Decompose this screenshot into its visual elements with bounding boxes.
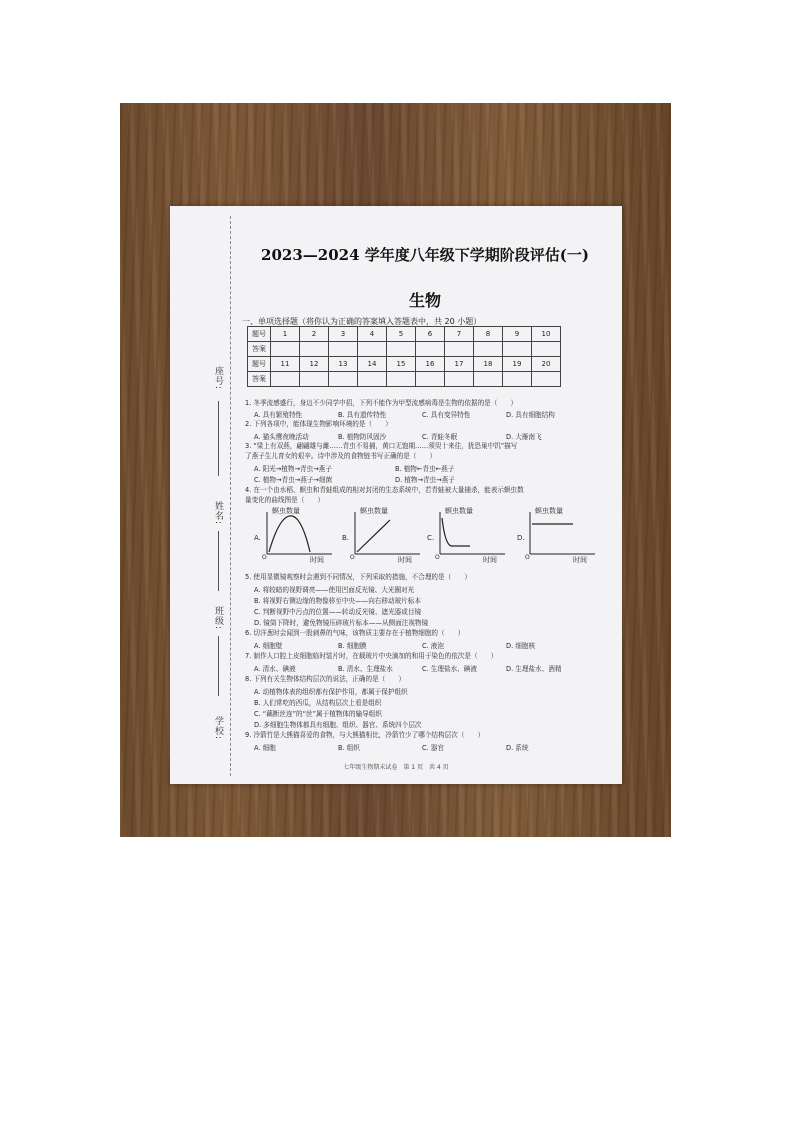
table-header-cell: 答案 [248, 372, 271, 387]
photo-background [120, 103, 671, 837]
graph-ylabel: 螟虫数量 [445, 507, 473, 515]
q3-option-b: B. 植物←青虫←燕子 [395, 465, 455, 473]
q6-option-c: C. 液泡 [422, 642, 444, 650]
answer-cell [329, 342, 358, 357]
q9-option-a: A. 细胞 [254, 744, 276, 752]
answer-cell [358, 342, 387, 357]
question-7: 7. 制作人口腔上皮细胞临时装片时，在载玻片中央滴加的和用于染色的依次是（ ） [245, 652, 498, 660]
answer-cell [329, 372, 358, 387]
exam-paper [170, 206, 622, 784]
q3-option-c: C. 植物→青虫→燕子→细菌 [254, 476, 333, 484]
answer-cell [474, 372, 503, 387]
q7-option-d: D. 生理盐水、酒精 [506, 665, 562, 673]
graph-xlabel: 时间 [483, 556, 497, 564]
answer-cell [474, 342, 503, 357]
graph-a-curve [269, 516, 310, 552]
table-cell: 15 [387, 357, 416, 372]
graph-letter: B. [342, 534, 350, 542]
q4-graph-c [425, 506, 510, 566]
table-cell: 12 [300, 357, 329, 372]
table-cell: 14 [358, 357, 387, 372]
table-cell: 17 [445, 357, 474, 372]
question-6: 6. 切洋葱时会闻到一股刺鼻的气味，该物质主要存在于植物细胞的（ ） [245, 629, 465, 637]
answer-table-row [248, 327, 561, 342]
q8-option-b: B. 人们常吃的西瓜，从结构层次上看是组织 [254, 699, 382, 707]
binding-line [230, 216, 231, 776]
q2-option-a: A. 猫头鹰夜晚活动 [254, 433, 309, 441]
graph-origin: O [435, 554, 440, 561]
q8-option-c: C. “藕断丝连”的“丝”属于植物体的输导组织 [254, 710, 382, 718]
question-4: 4. 在一个由水稻、螟虫和青蛙组成的相对封闭的生态系统中，若青蛙被大量捕杀，能表示螟虫数 [245, 486, 524, 494]
graph-letter: A. [254, 534, 261, 542]
table-cell: 13 [329, 357, 358, 372]
question-4-cont: 量变化的曲线图是（ ） [245, 496, 325, 504]
answer-table [247, 326, 561, 387]
seat-blank [218, 401, 219, 476]
answer-cell [503, 372, 532, 387]
q7-option-c: C. 生理盐水、碘液 [422, 665, 477, 673]
q5-option-c: C. 判断视野中污点的位置——转动反光镜、遮光器或目镜 [254, 608, 422, 616]
answer-cell [271, 372, 300, 387]
table-cell: 4 [358, 327, 387, 342]
table-header-cell: 题号 [248, 357, 271, 372]
table-cell: 5 [387, 327, 416, 342]
q3-option-d: D. 植物→青虫→燕子 [395, 476, 455, 484]
table-cell: 1 [271, 327, 300, 342]
page-footer: 七年级生物期末试卷 第 1 页 共 4 页 [343, 764, 449, 771]
question-2: 2. 下列各项中，能体现生物影响环境的是（ ） [245, 420, 392, 428]
table-header-cell: 答案 [248, 342, 271, 357]
q8-option-a: A. 动植物体表的组织都有保护作用，都属于保护组织 [254, 688, 408, 696]
answer-cell [300, 372, 329, 387]
section-instruction: 一、单项选择题（将你认为正确的答案填入答题表中，共 20 小题） [242, 317, 482, 326]
answer-cell [358, 372, 387, 387]
table-cell: 2 [300, 327, 329, 342]
table-cell: 3 [329, 327, 358, 342]
graph-b-curve [357, 520, 390, 552]
table-cell: 16 [416, 357, 445, 372]
q3-option-a: A. 阳光→植物→青虫→燕子 [254, 465, 332, 473]
graph-origin: O [350, 554, 355, 561]
q1-option-d: D. 具有细胞结构 [506, 411, 555, 419]
table-cell: 18 [474, 357, 503, 372]
graph-origin: O [262, 554, 267, 561]
answer-table-row [248, 372, 561, 387]
exam-subject: 生物 [408, 291, 441, 310]
answer-table-row [248, 342, 561, 357]
graph-ylabel: 螟虫数量 [535, 507, 563, 515]
answer-table-row [248, 357, 561, 372]
table-cell: 11 [271, 357, 300, 372]
answer-cell [416, 342, 445, 357]
answer-cell [532, 342, 561, 357]
question-1: 1. 冬季流感盛行，身边不少同学中招，下列不能作为甲型流感病毒是生物的依据的是（ ） [245, 399, 518, 407]
graph-xlabel: 时间 [398, 556, 412, 564]
q4-graph-a [252, 506, 337, 566]
q6-option-d: D. 细胞核 [506, 642, 536, 650]
q6-option-b: B. 细胞膜 [338, 642, 367, 650]
q2-option-d: D. 大雁南飞 [506, 433, 542, 441]
answer-cell [503, 342, 532, 357]
question-3: 3. “梁上有双燕，翩翩雄与雌……青虫不易捕，黄口无饱期……须臾十来往，犹恐巢中饥”描写 [245, 442, 518, 450]
q2-option-b: B. 植物防风固沙 [338, 433, 387, 441]
q1-option-c: C. 具有变异特性 [422, 411, 471, 419]
q4-graph-d [515, 506, 600, 566]
q5-option-d: D. 镜筒下降时，避免物镜压碎玻片标本——从侧面注视物镜 [254, 619, 429, 627]
answer-cell [416, 372, 445, 387]
q5-option-b: B. 将视野右侧边缘的物像移至中央——向右移动玻片标本 [254, 597, 421, 605]
graph-c-curve [442, 518, 470, 546]
table-cell: 10 [532, 327, 561, 342]
table-header-cell: 题号 [248, 327, 271, 342]
answer-cell [300, 342, 329, 357]
side-label-seat: 座号: [213, 366, 223, 391]
q4-graph-b [340, 506, 425, 566]
table-cell: 19 [503, 357, 532, 372]
graph-origin: O [525, 554, 530, 561]
graph-ylabel: 螟虫数量 [272, 507, 300, 515]
q9-option-c: C. 器官 [422, 744, 444, 752]
table-cell: 9 [503, 327, 532, 342]
question-5: 5. 使用显微镜观察时会遇到不同情况，下列采取的措施，不合理的是（ ） [245, 573, 471, 581]
name-blank [218, 531, 219, 591]
q2-option-c: C. 青蛙冬眠 [422, 433, 458, 441]
q6-option-a: A. 细胞壁 [254, 642, 283, 650]
q1-option-a: A. 具有繁殖特性 [254, 411, 303, 419]
table-cell: 8 [474, 327, 503, 342]
exam-title: 2023—2024 学年度八年级下学期阶段评估(一) [261, 246, 589, 264]
q9-option-d: D. 系统 [506, 744, 529, 752]
graph-ylabel: 螟虫数量 [360, 507, 388, 515]
table-cell: 20 [532, 357, 561, 372]
table-cell: 6 [416, 327, 445, 342]
q7-option-b: B. 清水、生理盐水 [338, 665, 393, 673]
side-label-class: 班级: [213, 606, 223, 631]
answer-cell [387, 342, 416, 357]
question-8: 8. 下列有关生物体结构层次的说法，正确的是（ ） [245, 675, 406, 683]
graph-letter: C. [427, 534, 435, 542]
graph-letter: D. [517, 534, 525, 542]
q8-option-d: D. 多细胞生物体都具有细胞、组织、器官、系统四个层次 [254, 721, 422, 729]
answer-cell [445, 342, 474, 357]
q9-option-b: B. 组织 [338, 744, 360, 752]
answer-cell [532, 372, 561, 387]
class-blank [218, 636, 219, 696]
side-label-school: 学校: [213, 716, 223, 741]
q7-option-a: A. 清水、碘液 [254, 665, 296, 673]
question-9: 9. 冷箭竹是大熊猫喜爱的食物，与大熊猫相比，冷箭竹少了哪个结构层次（ ） [245, 731, 485, 739]
question-3-cont: 了燕子生儿育女的艰辛。诗中涉及的食物链书写正确的是（ ） [245, 452, 437, 460]
answer-cell [271, 342, 300, 357]
side-label-name: 姓名: [213, 501, 223, 526]
graph-xlabel: 时间 [573, 556, 587, 564]
graph-xlabel: 时间 [310, 556, 324, 564]
table-cell: 7 [445, 327, 474, 342]
answer-cell [387, 372, 416, 387]
answer-cell [445, 372, 474, 387]
q1-option-b: B. 具有遗传特性 [338, 411, 387, 419]
q5-option-a: A. 将较暗的视野调亮——使用凹面反光镜、大光圈对光 [254, 586, 415, 594]
